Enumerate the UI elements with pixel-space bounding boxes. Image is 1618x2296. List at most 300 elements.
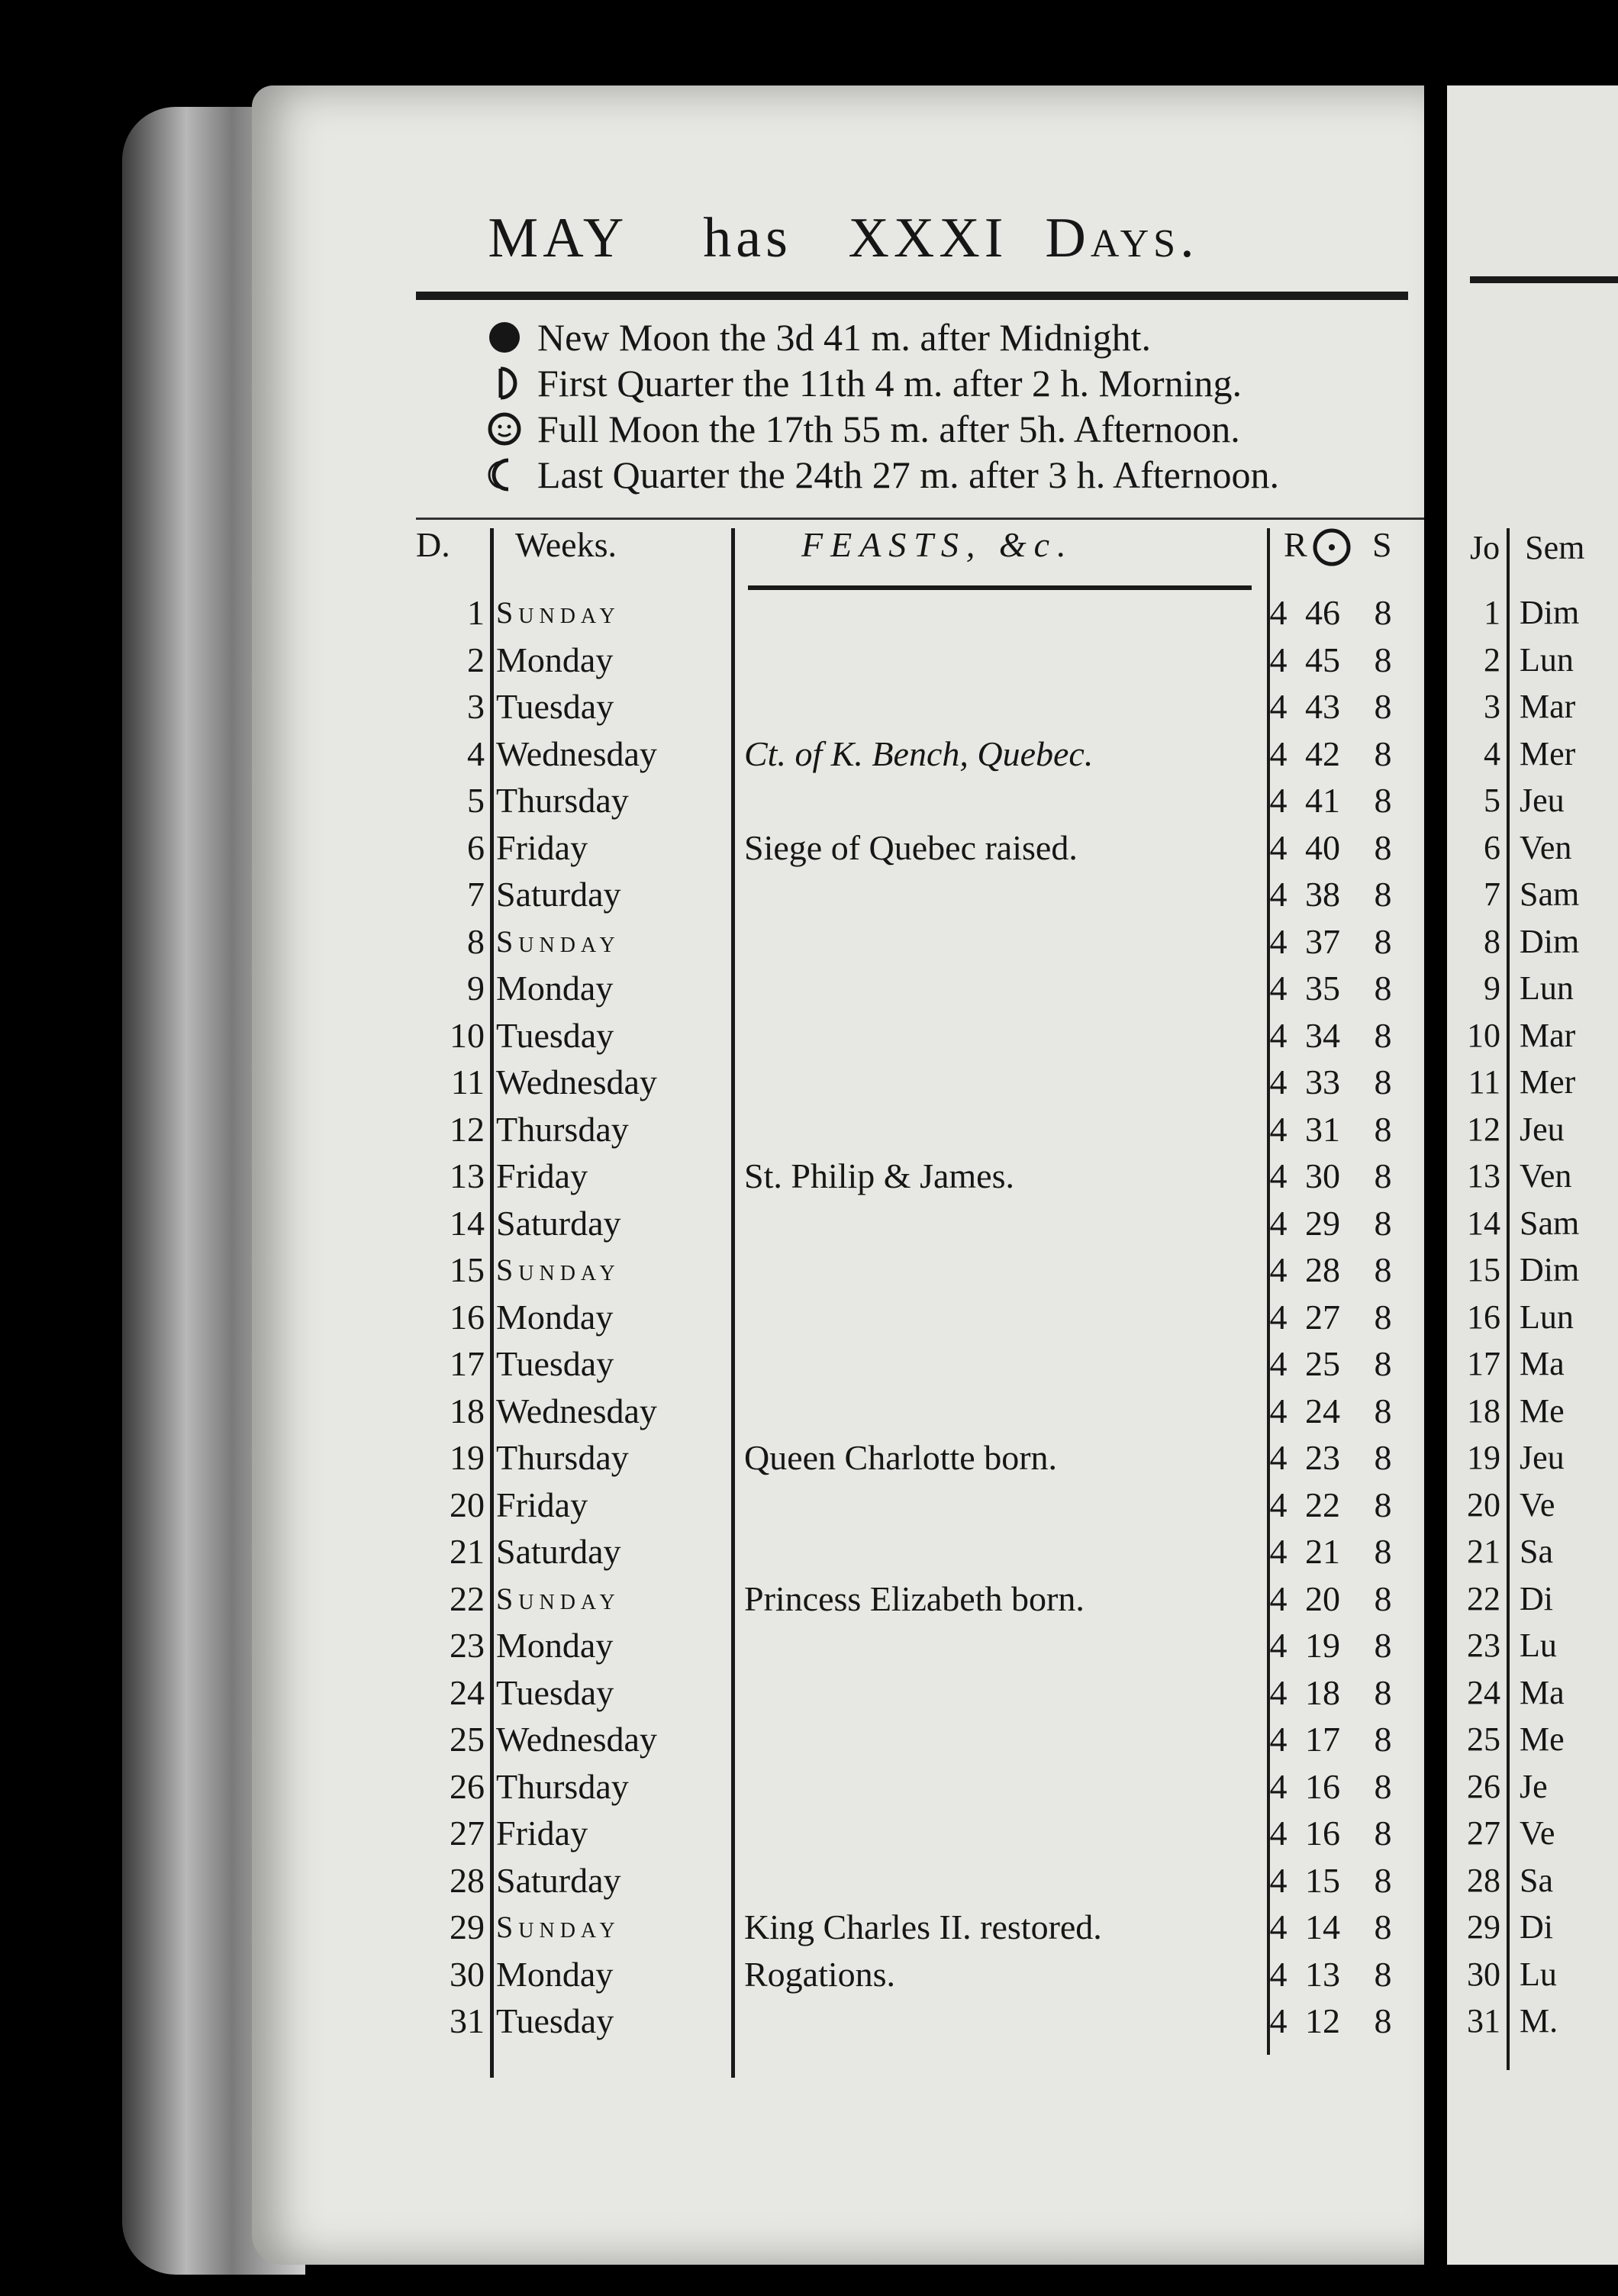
sunrise-hour: 4 <box>1269 1720 1288 1759</box>
facing-weekday-name: Me <box>1520 1391 1565 1430</box>
sunset-hour: 8 <box>1374 1203 1392 1243</box>
sunset-hour: 8 <box>1374 1954 1392 1994</box>
sunset-hour: 8 <box>1374 969 1392 1008</box>
sunrise-minute: 20 <box>1305 1578 1340 1618</box>
facing-weekday-name: Sa <box>1520 1861 1553 1899</box>
sunrise-minute: 35 <box>1305 969 1340 1008</box>
weekday-name: Saturday <box>496 1532 621 1571</box>
weekday-name: Friday <box>496 1485 588 1524</box>
facing-day-row <box>1447 1012 1618 1059</box>
facing-day-header: Jo <box>1470 529 1500 566</box>
facing-day-number: 24 <box>1467 1673 1500 1711</box>
day-number: 25 <box>450 1720 485 1759</box>
sunset-hour: 8 <box>1374 1720 1392 1759</box>
day-number: 11 <box>450 1063 485 1101</box>
sunset-hour: 8 <box>1374 2001 1392 2040</box>
day-number: 9 <box>467 969 485 1008</box>
day-row <box>252 1200 1435 1247</box>
sunrise-minute: 43 <box>1305 687 1340 726</box>
day-row <box>252 1575 1435 1623</box>
sunset-hour: 8 <box>1374 593 1392 632</box>
facing-weekday-name: Lun <box>1520 969 1574 1007</box>
day-number: 3 <box>467 687 485 726</box>
facing-day-number: 4 <box>1484 734 1500 772</box>
feast-text: Princess Elizabeth born. <box>744 1578 1085 1618</box>
sunrise-hour: 4 <box>1269 1391 1288 1430</box>
facing-day-row <box>1447 1059 1618 1106</box>
sunset-hour: 8 <box>1374 687 1392 726</box>
day-row <box>252 637 1435 684</box>
day-row <box>252 730 1435 778</box>
sunset-hour: 8 <box>1374 921 1392 961</box>
sunrise-hour: 4 <box>1269 781 1288 820</box>
weekday-name: Sunday <box>496 1910 620 1944</box>
sunrise-hour: 4 <box>1269 1063 1288 1101</box>
title-has: has <box>703 207 792 269</box>
feast-text: Siege of Quebec raised. <box>744 827 1078 867</box>
facing-day-number: 18 <box>1467 1391 1500 1430</box>
feast-text: St. Philip & James. <box>744 1156 1014 1195</box>
moon-phases <box>481 314 1435 498</box>
facing-day-row <box>1447 1810 1618 1857</box>
facing-day-number: 27 <box>1467 1814 1500 1852</box>
facing-day-number: 22 <box>1467 1579 1500 1617</box>
weekday-name: Sunday <box>496 924 620 959</box>
day-row <box>252 965 1435 1012</box>
facing-day-row <box>1447 1669 1618 1717</box>
facing-day-row <box>1447 871 1618 918</box>
day-number: 30 <box>450 1954 485 1994</box>
page-title <box>252 206 1435 271</box>
day-row <box>252 1669 1435 1717</box>
new-moon-icon <box>481 320 528 355</box>
facing-day-number: 7 <box>1484 876 1500 913</box>
facing-day-number: 9 <box>1484 969 1500 1007</box>
day-number: 13 <box>450 1156 485 1195</box>
weekday-name: Wednesday <box>496 1391 657 1430</box>
weekday-name: Monday <box>496 1954 614 1994</box>
weekday-name: Wednesday <box>496 734 657 773</box>
day-number: 28 <box>450 1860 485 1900</box>
sunset-hour: 8 <box>1374 734 1392 773</box>
facing-weekday-name: Lu <box>1520 1627 1557 1664</box>
title-days: Days. <box>1045 207 1199 269</box>
facing-day-row <box>1447 1716 1618 1763</box>
day-row <box>252 918 1435 966</box>
facing-day-row <box>1447 589 1618 637</box>
weekday-name: Thursday <box>496 1766 629 1806</box>
weekday-name: Wednesday <box>496 1063 657 1101</box>
sunrise-hour: 4 <box>1269 1532 1288 1571</box>
facing-weekday-name: Di <box>1520 1908 1553 1946</box>
weekday-name: Monday <box>496 969 614 1008</box>
sunrise-hour: 4 <box>1269 1907 1288 1946</box>
sun-icon <box>1311 527 1352 576</box>
sunset-hour: 8 <box>1374 1156 1392 1195</box>
facing-weekday-name: Je <box>1520 1767 1548 1805</box>
day-number: 17 <box>450 1344 485 1383</box>
sunrise-minute: 15 <box>1305 1860 1340 1900</box>
almanac-page <box>252 85 1435 2265</box>
sunrise-minute: 13 <box>1305 1954 1340 1994</box>
sunrise-hour: 4 <box>1269 1015 1288 1055</box>
day-row <box>252 1388 1435 1435</box>
weekday-name: Wednesday <box>496 1720 657 1759</box>
sunrise-minute: 18 <box>1305 1672 1340 1712</box>
facing-page <box>1447 85 1618 2265</box>
sunset-hour: 8 <box>1374 1344 1392 1383</box>
facing-page-header <box>1470 528 1584 567</box>
first-quarter-icon <box>481 366 528 401</box>
sunset-hour: 8 <box>1374 1532 1392 1571</box>
rises-header: R <box>1284 525 1307 564</box>
sunrise-minute: 24 <box>1305 1391 1340 1430</box>
sunrise-hour: 4 <box>1269 1860 1288 1900</box>
sunrise-minute: 21 <box>1305 1532 1340 1571</box>
facing-day-number: 19 <box>1467 1439 1500 1476</box>
day-row <box>252 1482 1435 1529</box>
facing-day-row <box>1447 1528 1618 1575</box>
sunrise-minute: 34 <box>1305 1015 1340 1055</box>
facing-weekday-name: Sam <box>1520 876 1580 913</box>
facing-day-row <box>1447 1951 1618 1998</box>
facing-day-number: 8 <box>1484 922 1500 960</box>
day-header: D. <box>416 525 450 564</box>
sunset-hour: 8 <box>1374 1391 1392 1430</box>
day-row <box>252 777 1435 824</box>
facing-weekday-name: Sa <box>1520 1533 1553 1570</box>
day-number: 21 <box>450 1532 485 1571</box>
facing-day-number: 26 <box>1467 1767 1500 1805</box>
facing-weekday-name: Me <box>1520 1720 1565 1758</box>
sunset-hour: 8 <box>1374 1109 1392 1149</box>
facing-day-number: 31 <box>1467 2002 1500 2040</box>
weekday-name: Tuesday <box>496 687 614 726</box>
day-number: 18 <box>450 1391 485 1430</box>
facing-day-row <box>1447 1388 1618 1435</box>
facing-day-row <box>1447 1998 1618 2045</box>
sunrise-hour: 4 <box>1269 1766 1288 1806</box>
moon-phase-line <box>481 452 1435 498</box>
feast-text: Rogations. <box>744 1954 896 1994</box>
moon-phase-text: First Quarter the 11th 4 m. after 2 h. Morning. <box>537 362 1242 405</box>
day-row <box>252 1810 1435 1857</box>
facing-day-row <box>1447 824 1618 872</box>
sunrise-minute: 19 <box>1305 1626 1340 1665</box>
facing-day-row <box>1447 1763 1618 1811</box>
sunrise-minute: 40 <box>1305 827 1340 867</box>
weekday-name: Tuesday <box>496 2001 614 2040</box>
sunrise-minute: 17 <box>1305 1720 1340 1759</box>
sunrise-hour: 4 <box>1269 1250 1288 1289</box>
sunset-hour: 8 <box>1374 781 1392 820</box>
title-count: XXXI <box>848 207 1008 269</box>
feast-text: King Charles II. restored. <box>744 1907 1102 1946</box>
sunrise-minute: 14 <box>1305 1907 1340 1946</box>
sunrise-hour: 4 <box>1269 640 1288 679</box>
sunrise-hour: 4 <box>1269 1485 1288 1524</box>
facing-weekday-name: Sam <box>1520 1204 1580 1242</box>
day-row <box>252 824 1435 872</box>
sunrise-hour: 4 <box>1269 921 1288 961</box>
sunset-hour: 8 <box>1374 1907 1392 1946</box>
day-number: 15 <box>450 1250 485 1289</box>
day-number: 12 <box>450 1109 485 1149</box>
day-row <box>252 1153 1435 1200</box>
sunrise-minute: 12 <box>1305 2001 1340 2040</box>
day-number: 1 <box>467 593 485 632</box>
moon-phase-line <box>481 360 1435 406</box>
day-row <box>252 1763 1435 1811</box>
facing-day-number: 30 <box>1467 1955 1500 1993</box>
day-row <box>252 1434 1435 1482</box>
facing-weekday-name: M. <box>1520 2002 1558 2040</box>
day-number: 27 <box>450 1814 485 1853</box>
sunrise-minute: 37 <box>1305 921 1340 961</box>
facing-weekday-name: Di <box>1520 1579 1553 1617</box>
sunrise-hour: 4 <box>1269 1344 1288 1383</box>
facing-weekday-name: Mar <box>1520 1016 1576 1054</box>
sunrise-hour: 4 <box>1269 1626 1288 1665</box>
day-row <box>252 683 1435 730</box>
sunset-hour: 8 <box>1374 640 1392 679</box>
sunset-hour: 8 <box>1374 1578 1392 1618</box>
moon-phase-line <box>481 406 1435 452</box>
sunrise-minute: 16 <box>1305 1814 1340 1853</box>
day-number: 8 <box>467 921 485 961</box>
facing-day-number: 21 <box>1467 1533 1500 1570</box>
facing-weekday-name: Jeu <box>1520 1439 1565 1476</box>
title-month: MAY <box>488 207 629 269</box>
day-number: 10 <box>450 1015 485 1055</box>
weekday-name: Friday <box>496 1156 588 1195</box>
day-number: 2 <box>467 640 485 679</box>
facing-day-row <box>1447 1622 1618 1669</box>
facing-weekday-name: Dim <box>1520 594 1580 631</box>
moon-phase-text: Full Moon the 17th 55 m. after 5h. Afternoon. <box>537 408 1240 450</box>
facing-day-number: 12 <box>1467 1110 1500 1148</box>
sunrise-hour: 4 <box>1269 969 1288 1008</box>
sunset-hour: 8 <box>1374 827 1392 867</box>
facing-weekday-name: Dim <box>1520 922 1580 960</box>
sunrise-hour: 4 <box>1269 827 1288 867</box>
day-row <box>252 1106 1435 1153</box>
last-quarter-icon <box>481 457 528 492</box>
day-number: 5 <box>467 781 485 820</box>
day-number: 23 <box>450 1626 485 1665</box>
facing-weekday-name: Mer <box>1520 734 1576 772</box>
sunrise-hour: 4 <box>1269 1954 1288 1994</box>
day-number: 6 <box>467 827 485 867</box>
facing-weekday-name: Ve <box>1520 1485 1555 1524</box>
moon-phase-text: New Moon the 3d 41 m. after Midnight. <box>537 316 1152 359</box>
sunrise-minute: 30 <box>1305 1156 1340 1195</box>
weekday-name: Friday <box>496 1814 588 1853</box>
facing-day-row <box>1447 777 1618 824</box>
facing-weekday-name: Ven <box>1520 1157 1572 1195</box>
day-row <box>252 1059 1435 1106</box>
day-number: 26 <box>450 1766 485 1806</box>
day-row <box>252 1012 1435 1059</box>
weekday-name: Saturday <box>496 1203 621 1243</box>
day-number: 14 <box>450 1203 485 1243</box>
weekday-name: Sunday <box>496 1581 620 1616</box>
day-number: 19 <box>450 1438 485 1477</box>
sunrise-hour: 4 <box>1269 1578 1288 1618</box>
day-number: 31 <box>450 2001 485 2040</box>
sunset-hour: 8 <box>1374 1860 1392 1900</box>
day-row <box>252 1294 1435 1341</box>
day-row <box>252 1340 1435 1388</box>
day-row <box>252 1528 1435 1575</box>
sunrise-hour: 4 <box>1269 1109 1288 1149</box>
facing-day-number: 28 <box>1467 1861 1500 1899</box>
sunrise-hour: 4 <box>1269 1672 1288 1712</box>
sunset-hour: 8 <box>1374 1626 1392 1665</box>
facing-day-number: 13 <box>1467 1157 1500 1195</box>
weekday-name: Monday <box>496 1626 614 1665</box>
sunrise-minute: 28 <box>1305 1250 1340 1289</box>
phases-rule <box>416 518 1431 520</box>
facing-day-number: 14 <box>1467 1204 1500 1242</box>
sunset-hour: 8 <box>1374 1250 1392 1289</box>
facing-day-number: 23 <box>1467 1627 1500 1664</box>
day-row <box>252 1951 1435 1998</box>
weekday-name: Thursday <box>496 1109 629 1149</box>
sunrise-minute: 41 <box>1305 781 1340 820</box>
facing-day-row <box>1447 965 1618 1012</box>
facing-day-number: 20 <box>1467 1485 1500 1524</box>
sunset-hour: 8 <box>1374 1063 1392 1101</box>
facing-weekday-name: Mar <box>1520 688 1576 725</box>
feast-text: Queen Charlotte born. <box>744 1438 1058 1477</box>
sunrise-minute: 45 <box>1305 640 1340 679</box>
sunrise-hour: 4 <box>1269 1438 1288 1477</box>
sunset-hour: 8 <box>1374 1297 1392 1337</box>
facing-day-row <box>1447 730 1618 778</box>
facing-day-number: 16 <box>1467 1298 1500 1336</box>
sunset-hour: 8 <box>1374 1672 1392 1712</box>
weekday-name: Tuesday <box>496 1344 614 1383</box>
sunrise-minute: 38 <box>1305 875 1340 914</box>
sunrise-minute: 31 <box>1305 1109 1340 1149</box>
weekday-name: Sunday <box>496 595 620 630</box>
facing-day-row <box>1447 1857 1618 1904</box>
facing-day-row <box>1447 1575 1618 1623</box>
facing-day-row <box>1447 1482 1618 1529</box>
facing-week-header: Sem <box>1525 529 1585 566</box>
facing-day-row <box>1447 1904 1618 1951</box>
sunrise-hour: 4 <box>1269 1297 1288 1337</box>
sunset-hour: 8 <box>1374 1015 1392 1055</box>
day-number: 29 <box>450 1907 485 1946</box>
day-row <box>252 1622 1435 1669</box>
facing-day-number: 17 <box>1467 1345 1500 1382</box>
sunrise-minute: 23 <box>1305 1438 1340 1477</box>
facing-day-row <box>1447 1294 1618 1341</box>
sunrise-minute: 16 <box>1305 1766 1340 1806</box>
weekday-name: Monday <box>496 640 614 679</box>
facing-day-number: 29 <box>1467 1908 1500 1946</box>
title-rule <box>416 292 1408 300</box>
facing-weekday-name: Lun <box>1520 640 1574 679</box>
facing-page-rule <box>1470 276 1618 283</box>
weekday-name: Monday <box>496 1297 614 1337</box>
sunrise-minute: 33 <box>1305 1063 1340 1101</box>
feasts-header: FEASTS, &c. <box>801 525 1074 564</box>
facing-day-number: 1 <box>1484 594 1500 631</box>
weekday-name: Saturday <box>496 1860 621 1900</box>
facing-day-row <box>1447 1153 1618 1200</box>
sunrise-hour: 4 <box>1269 875 1288 914</box>
facing-day-number: 6 <box>1484 828 1500 866</box>
sunset-hour: 8 <box>1374 1766 1392 1806</box>
sunset-hour: 8 <box>1374 1814 1392 1853</box>
moon-phase-text: Last Quarter the 24th 27 m. after 3 h. Afternoon. <box>537 453 1279 496</box>
sunrise-hour: 4 <box>1269 687 1288 726</box>
facing-weekday-name: Ve <box>1520 1814 1555 1852</box>
facing-day-number: 11 <box>1468 1063 1500 1101</box>
weekday-name: Thursday <box>496 1438 629 1477</box>
sunrise-hour: 4 <box>1269 593 1288 632</box>
day-row <box>252 871 1435 918</box>
facing-day-row <box>1447 1434 1618 1482</box>
facing-weekday-name: Ma <box>1520 1345 1565 1382</box>
weekday-name: Thursday <box>496 781 629 820</box>
sunrise-minute: 22 <box>1305 1485 1340 1524</box>
facing-day-row <box>1447 683 1618 730</box>
weekday-name: Friday <box>496 827 588 867</box>
day-number: 24 <box>450 1672 485 1712</box>
facing-day-number: 15 <box>1467 1251 1500 1288</box>
facing-weekday-name: Jeu <box>1520 1110 1565 1148</box>
weekday-name: Saturday <box>496 875 621 914</box>
sunset-hour: 8 <box>1374 875 1392 914</box>
sunrise-minute: 42 <box>1305 734 1340 773</box>
day-row <box>252 589 1435 637</box>
sunset-hour: 8 <box>1374 1485 1392 1524</box>
facing-weekday-name: Jeu <box>1520 782 1565 819</box>
weekday-name: Tuesday <box>496 1015 614 1055</box>
moon-phase-line <box>481 314 1435 360</box>
facing-day-row <box>1447 1200 1618 1247</box>
facing-day-number: 2 <box>1484 640 1500 679</box>
facing-day-row <box>1447 1106 1618 1153</box>
facing-weekday-name: Lun <box>1520 1298 1574 1336</box>
facing-day-number: 3 <box>1484 688 1500 725</box>
full-moon-icon <box>481 411 528 447</box>
book-spine <box>1424 0 1447 2296</box>
facing-day-number: 25 <box>1467 1720 1500 1758</box>
weekday-name: Tuesday <box>496 1672 614 1712</box>
sunrise-hour: 4 <box>1269 2001 1288 2040</box>
facing-weekday-name: Ven <box>1520 828 1572 866</box>
sunrise-hour: 4 <box>1269 1156 1288 1195</box>
facing-day-row <box>1447 1246 1618 1294</box>
day-row <box>252 1716 1435 1763</box>
day-row <box>252 1246 1435 1294</box>
facing-weekday-name: Ma <box>1520 1673 1565 1711</box>
day-number: 16 <box>450 1297 485 1337</box>
sunrise-minute: 27 <box>1305 1297 1340 1337</box>
weekday-name: Sunday <box>496 1253 620 1287</box>
day-row <box>252 1998 1435 2045</box>
sunset-hour: 8 <box>1374 1438 1392 1477</box>
sunrise-minute: 25 <box>1305 1344 1340 1383</box>
facing-day-number: 10 <box>1467 1016 1500 1054</box>
day-number: 22 <box>450 1578 485 1618</box>
sunrise-minute: 29 <box>1305 1203 1340 1243</box>
